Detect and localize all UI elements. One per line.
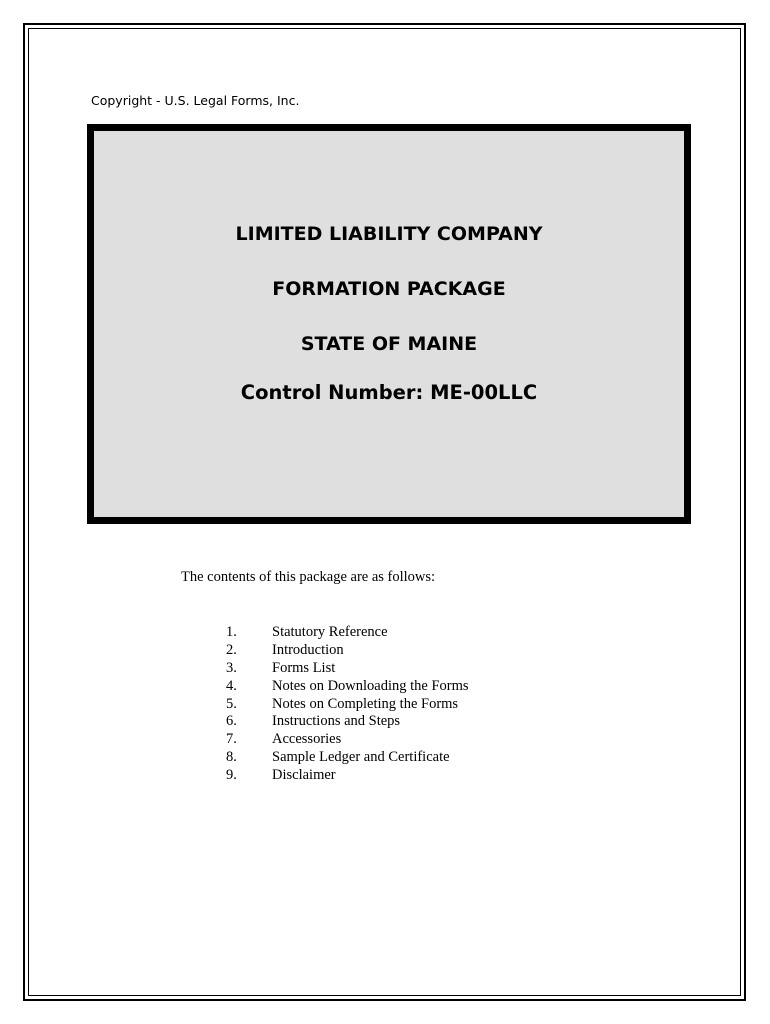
list-item-label: Statutory Reference xyxy=(272,624,388,640)
list-item-label: Notes on Completing the Forms xyxy=(272,695,459,712)
list-item-label: Disclaimer xyxy=(272,767,336,784)
list-item xyxy=(226,624,469,642)
list-item-label: Forms List xyxy=(272,659,336,676)
list-item-number: 8. xyxy=(226,749,237,766)
list-item xyxy=(226,713,469,731)
title-line-2: FORMATION PACKAGE xyxy=(272,278,506,300)
list-item-label: Accessories xyxy=(272,731,342,748)
list-item xyxy=(226,696,469,714)
list-item-label: Instructions and Steps xyxy=(272,713,401,730)
contents-intro: The contents of this package are as follows: xyxy=(181,569,436,585)
list-item-number: 1. xyxy=(226,624,237,640)
list-item xyxy=(226,642,469,660)
list-item-label: Notes on Downloading the Forms xyxy=(272,677,469,694)
title-line-1: LIMITED LIABILITY COMPANY xyxy=(235,223,543,245)
list-item-label: Sample Ledger and Certificate xyxy=(272,749,450,766)
control-number: Control Number: ME-00LLC xyxy=(240,381,538,404)
list-item-number: 2. xyxy=(226,641,237,658)
list-item xyxy=(226,749,469,767)
title-line-3: STATE OF MAINE xyxy=(300,333,478,355)
list-item-number: 6. xyxy=(226,713,237,730)
title-box xyxy=(87,124,691,524)
list-item-number: 9. xyxy=(226,767,237,784)
list-item-number: 3. xyxy=(226,659,237,676)
copyright-notice: Copyright - U.S. Legal Forms, Inc. xyxy=(91,93,300,108)
list-item xyxy=(226,767,469,785)
list-item xyxy=(226,678,469,696)
list-item xyxy=(226,660,469,678)
list-item-number: 4. xyxy=(226,677,237,694)
list-item-number: 7. xyxy=(226,731,237,748)
list-item xyxy=(226,731,469,749)
contents-list xyxy=(226,624,469,785)
list-item-number: 5. xyxy=(226,695,237,712)
list-item-label: Introduction xyxy=(272,641,344,658)
